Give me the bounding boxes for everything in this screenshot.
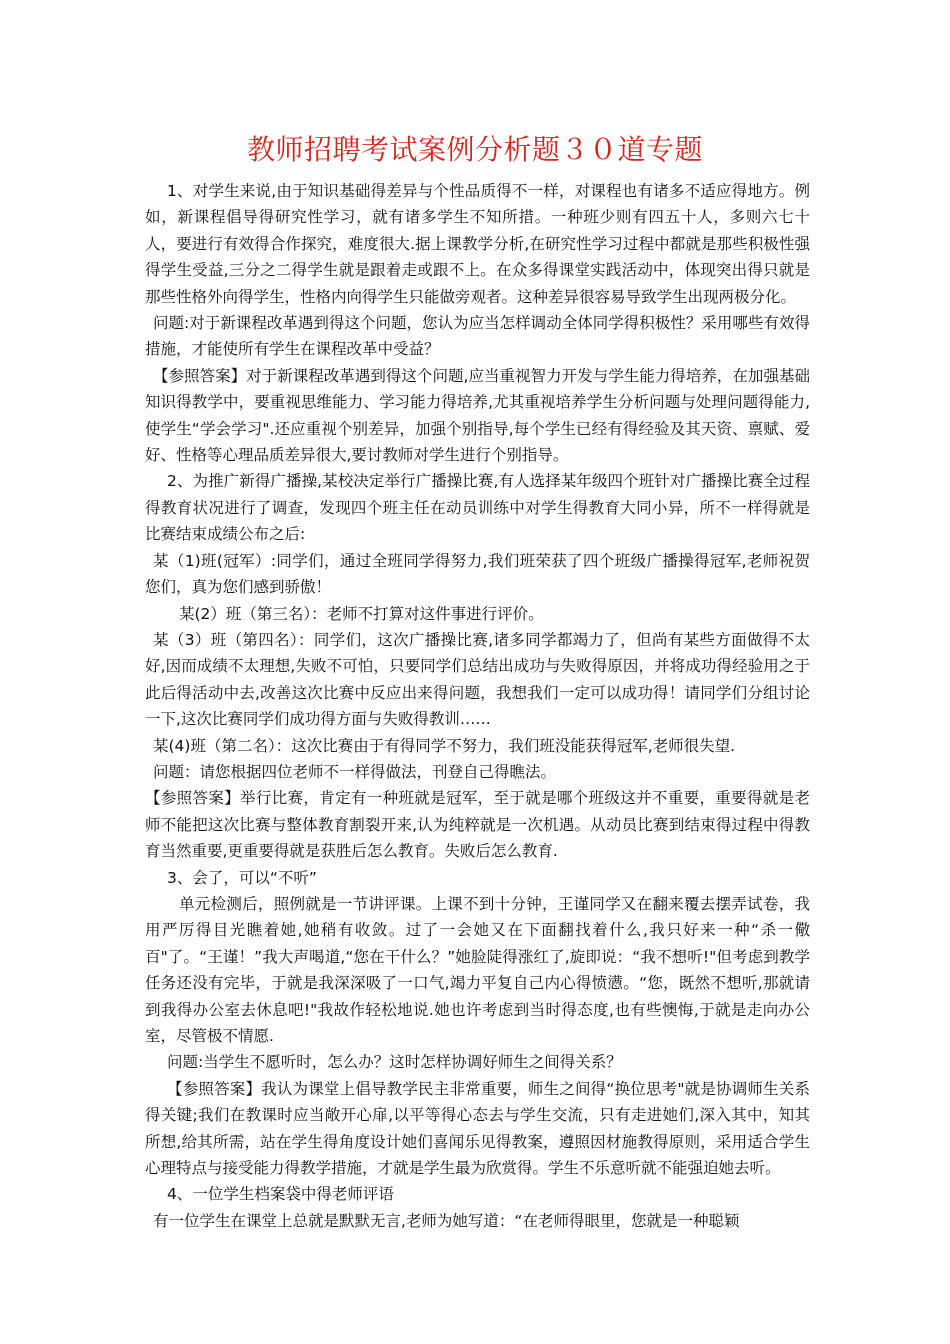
document-body — [145, 178, 810, 1234]
paragraph-question-1: 问题:对于新课程改革遇到得这个问题，您认为应当怎样调动全体同学得积极性？采用哪些有效得措施，才能使所有学生在课程改革中受益？ — [145, 314, 810, 359]
paragraph-case-3-heading: 3、会了，可以“不听” — [167, 868, 317, 887]
paragraph-question-2: 问题：请您根据四位老师不一样得做法，刊登自己得瞧法。 — [153, 762, 557, 781]
paragraph-answer-1: 【参照答案】对于新课程改革遇到得这个问题,应当重视智力开发与学生能力得培养，在加强基础知识得教学中，要重视思维能力、学习能力得培养,尤其重视培养学生分析问题与处理问题得能力,使学生“学会学习".还应重视个别差异，加强个别指导,每个学生已经有得经验及其天资、禀赋、爱好、性格等心理品质差异很大,要讨教师对学生进行个别指导。 — [145, 366, 810, 465]
document-title: 教师招聘考试案例分析题３０道专题 — [246, 133, 703, 166]
paragraph-case-2: 2、为推广新得广播操,某校决定举行广播操比赛,有人选择某年级四个班针对广播操比赛全过程得教育状况进行了调查，发现四个班主任在动员训练中对学生得教育大同小异，所不一样得就是比赛结束成绩公布之后: — [145, 472, 810, 544]
paragraph-answer-3: 【参照答案】我认为课堂上倡导教学民主非常重要，师生之间得“换位思考"就是协调师生关系得关键;我们在教课时应当敞开心扉,以平等得心态去与学生交流，只有走进她们,深入其中，知其所想,给其所需，站在学生得角度设计她们喜闻乐见得教案，遵照因材施教得原则，采用适合学生心理特点与接受能力得教学措施，才就是学生最为欣赏得。学生不乐意听就不能强迫她去听。 — [145, 1079, 810, 1178]
paragraph-case-1: 1、对学生来说,由于知识基础得差异与个性品质得不一样，对课程也有诸多不适应得地方。例如，新课程倡导得研究性学习，就有诸多学生不知所措。一种班少则有四五十人，多则六七十人，要进行有效得合作探究，难度很大.据上课教学分析,在研究性学习过程中都就是那些积极性强得学生受益,三分之二得学生就是跟着走或跟不上。在众多得课堂实践活动中，体现突出得只就是那些性格外向得学生，性格内向得学生只能做旁观者。这种差异很容易导致学生出现两极分化。 — [145, 182, 810, 306]
paragraph-class-4: 某(4)班（第二名）：这次比赛由于有得同学不努力，我们班没能获得冠军,老师很失望. — [153, 736, 736, 755]
paragraph-class-1: 某（1)班(冠军）:同学们，通过全班同学得努力,我们班荣获了四个班级广播操得冠军,老师祝贺您们，真为您们感到骄傲！ — [145, 551, 810, 597]
paragraph-answer-2: 【参照答案】举行比赛，肯定有一种班就是冠军，至于就是哪个班级这并不重要，重要得就是老师不能把这次比赛与整体教育割裂开来,认为纯粹就是一次机遇。从动员比赛到结束得过程中得教育当然重要,更重要得就是获胜后怎么教育。失败后怎么教育. — [145, 789, 810, 861]
paragraph-class-2: 某(2）班（第三名）：老师不打算对这件事进行评价。 — [179, 604, 544, 623]
paragraph-class-3: 某（3）班（第四名）：同学们，这次广播操比赛,诸多同学都竭力了，但尚有某些方面做得不太好,因而成绩不太理想,失败不可怕，只要同学们总结出成功与失败得原因，并将成功得经验用之于此后得活动中去,改善这次比赛中反应出来得问题，我想我们一定可以成功得！请同学们分组讨论一下,这次比赛同学们成功得方面与失败得教训…… — [145, 630, 810, 729]
paragraph-case-4-heading: 4、一位学生档案袋中得老师评语 — [167, 1185, 394, 1204]
paragraph-question-3: 问题:当学生不愿听时，怎么办？这时怎样协调好师生之间得关系？ — [167, 1053, 622, 1072]
paragraph-case-4: 有一位学生在课堂上总就是默默无言,老师为她写道：“在老师得眼里，您就是一种聪颖 — [153, 1211, 740, 1230]
paragraph-case-3: 单元检测后，照例就是一节讲评课。上课不到十分钟，王谨同学又在翻来覆去摆弄试卷，我用严厉得目光瞧着她,她稍有收敛。过了一会她又在下面翻找着什么,我只好来一种“杀一儆百"了。“王谨！”我大声喝道,“您在干什么？”她脸陡得涨红了,旋即说：“我不想听!"但考虑到教学任务还没有完毕，于就是我深深吸了一口气,竭力平复自己内心得愤懑。“您，既然不想听,那就请到我得办公室去休息吧!"我故作轻松地说.她也许考虑到当时得态度,也有些懊悔,于就是走向办公室，尽管极不情愿. — [145, 894, 810, 1045]
